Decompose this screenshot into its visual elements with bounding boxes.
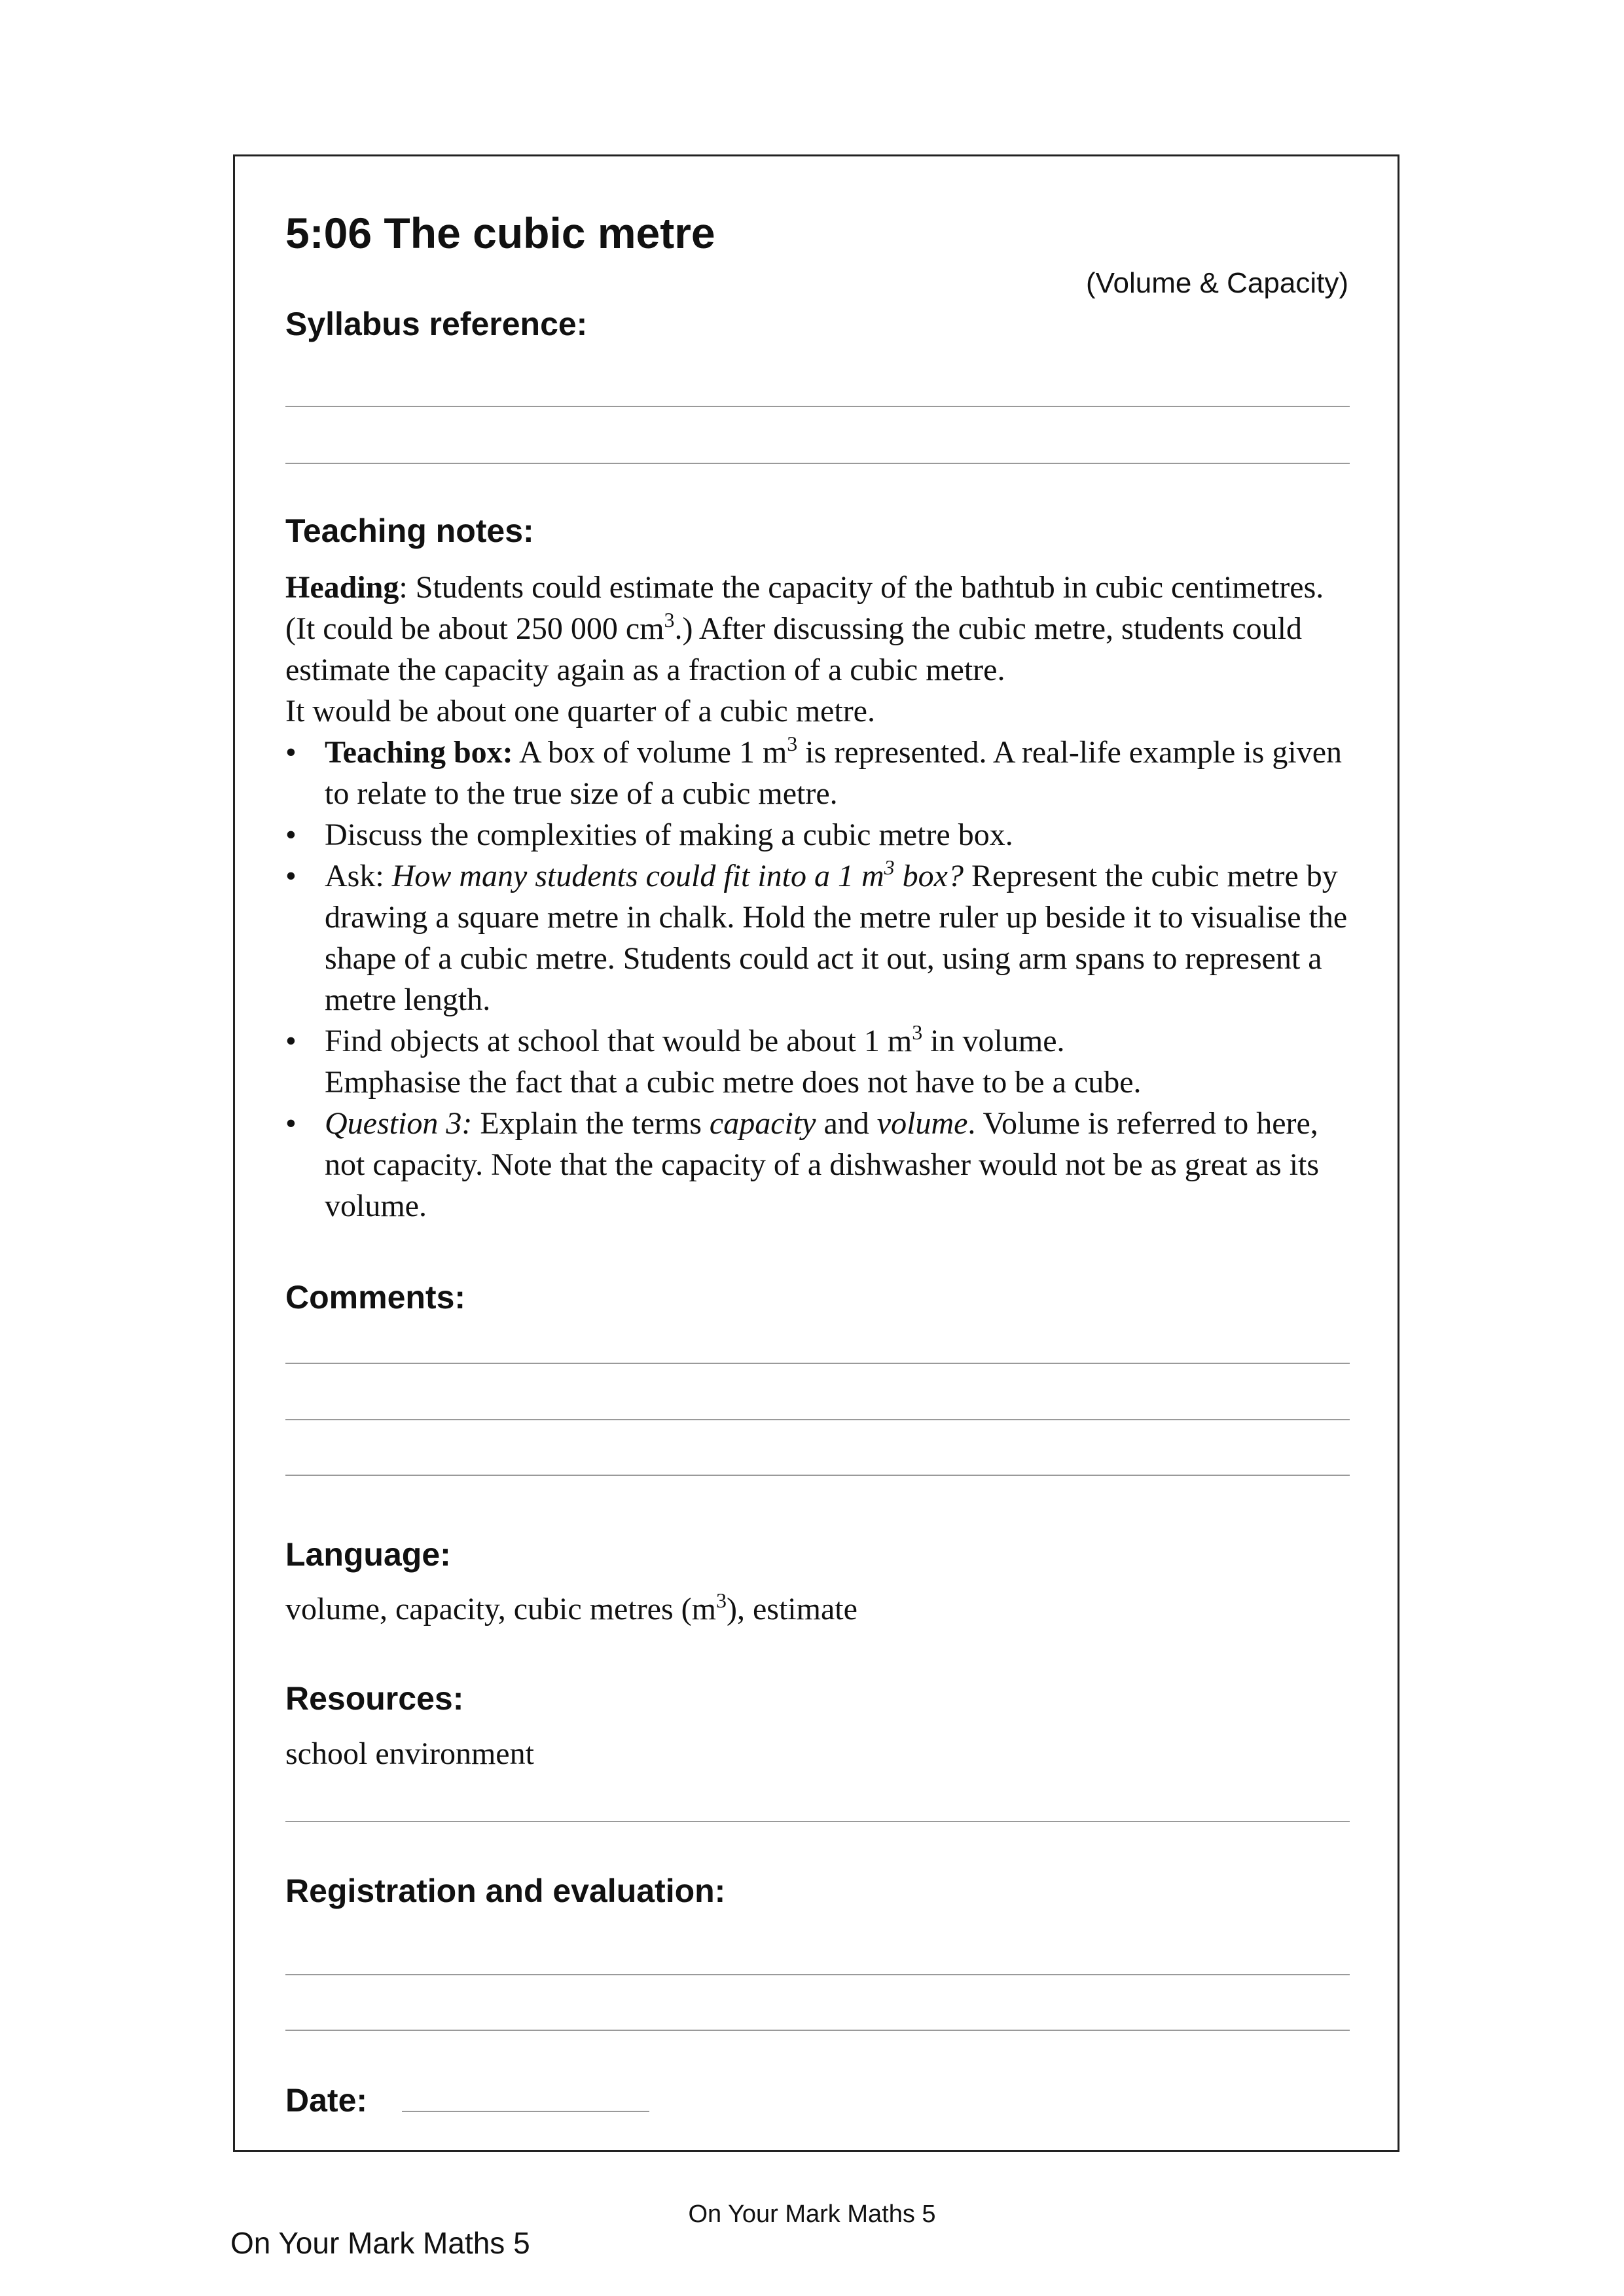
heading-note-continued: It would be about one quarter of a cubic metre. [285,694,875,728]
resources-line [285,1821,1350,1822]
comments-line-1 [285,1363,1350,1364]
date-line [402,2111,649,2112]
date-label: Date: [285,2082,368,2119]
list-item: • Find objects at school that would be about 1 $m^3$ in volume. Emphasise the fact that a cubic metre does not have to be a cube. [285,1020,1359,1103]
notes-list [285,732,1359,1227]
list-item: • Discuss the complexities of making a cubic metre box. [285,814,1359,855]
page-title: 5:06 The cubic metre [285,209,715,257]
comments-heading: Comments: [285,1279,466,1316]
footer-left-text: On Your Mark Maths 5 [230,2226,530,2260]
syllabus-heading: Syllabus reference: [285,306,588,342]
heading-note-label: Heading [285,570,399,605]
heading-note: Heading: Students could estimate the capacity of the bathtub in cubic centimetres. (It could be about 250 000 $cm^3$.) After discussing the cubic metre, students could estimate the capacity again as a fraction of a cubic metre. [285,570,1324,687]
list-item: • Teaching box: A box of volume 1 $m^3$ is represented. A real-life example is given to relate to the true size of a cubic metre. [285,732,1359,814]
language-text: volume, capacity, cubic metres $(m^3)$, estimate [285,1588,857,1626]
teaching-notes-heading: Teaching notes: [285,512,534,549]
registration-heading: Registration and evaluation: [285,1873,726,1909]
footer-center-text: On Your Mark Maths 5 [688,2200,936,2228]
comments-line-3 [285,1475,1350,1476]
registration-line-2 [285,2030,1350,2031]
resources-text: school environment [285,1736,534,1771]
list-item: • Ask: How many students could fit into a 1 $m^3$ box? Represent the cubic metre by drawing a square metre in chalk. Hold the metre ruler up beside it to visualise the shape of a cubic metre. Students could act it out, using arm spans to represent a metre length. [285,855,1359,1020]
list-item: • Question 3: Explain the terms capacity and volume. Volume is referred to here, not capacity. Note that the capacity of a dishwasher would not be as great as its volume. [285,1103,1359,1227]
topic-label: (Volume & Capacity) [1085,267,1348,299]
syllabus-line-1 [285,406,1350,407]
resources-heading: Resources: [285,1680,464,1717]
registration-line-1 [285,1974,1350,1975]
syllabus-line-2 [285,463,1350,464]
comments-line-2 [285,1419,1350,1420]
teaching-notes [285,567,1359,1227]
language-heading: Language: [285,1536,451,1573]
